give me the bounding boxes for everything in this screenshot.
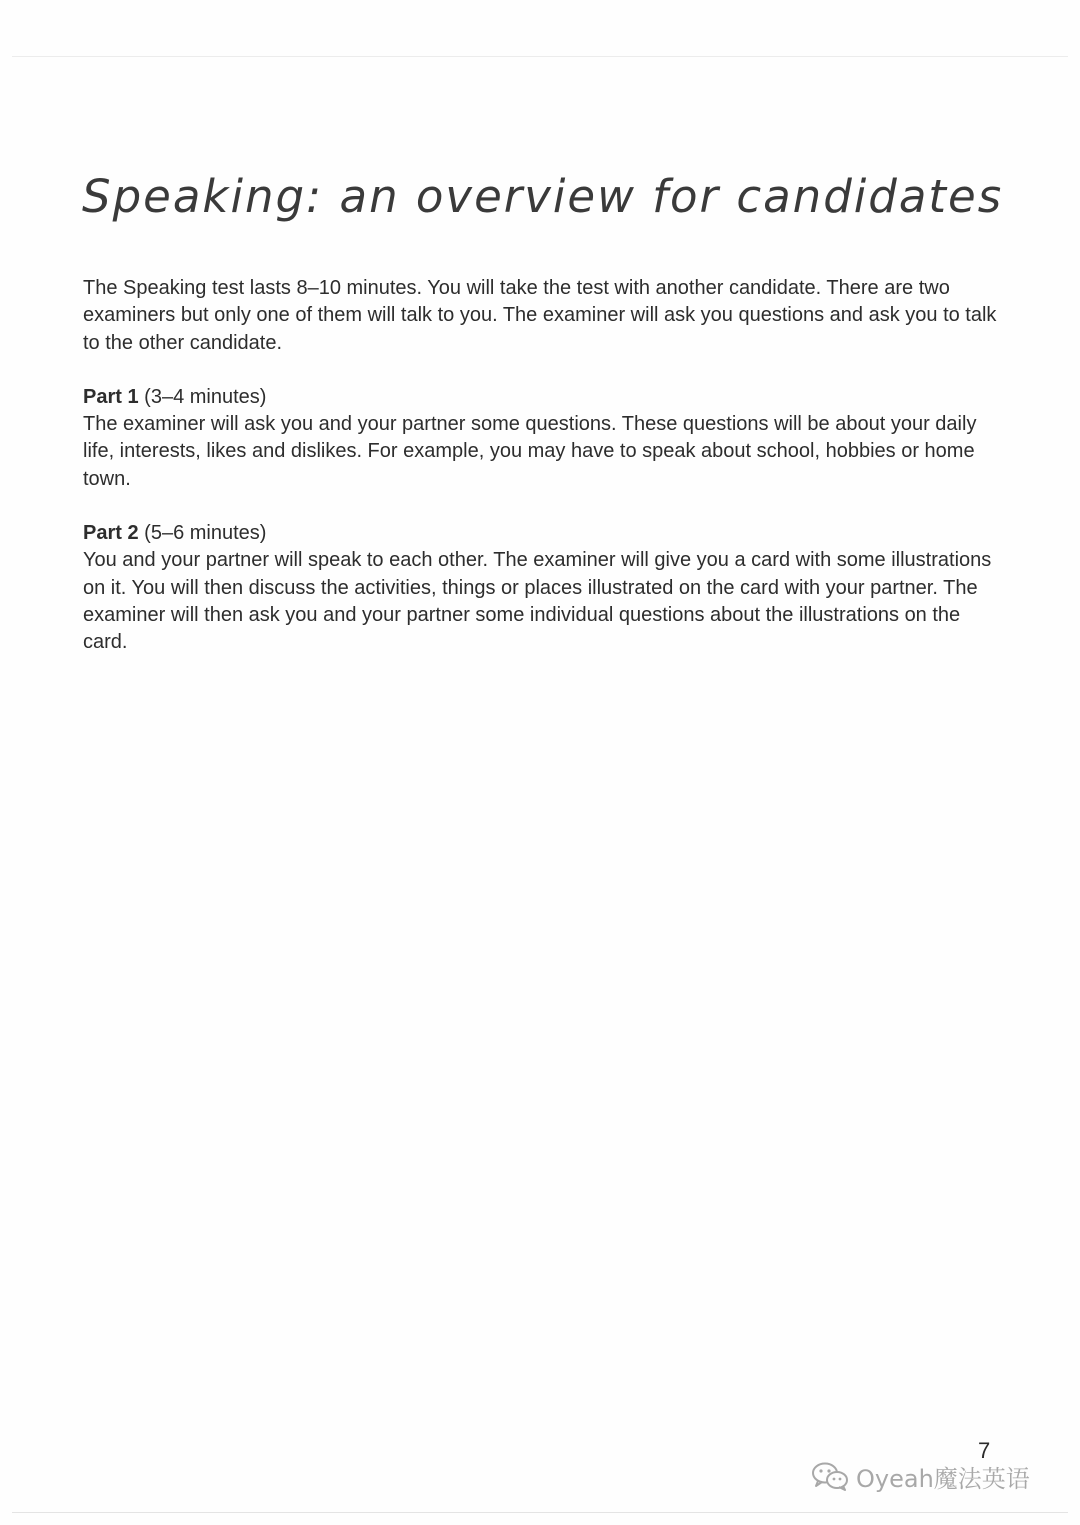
- part-duration: (5–6 minutes): [144, 522, 267, 545]
- section-part-1: [83, 384, 1008, 493]
- section-body: The examiner will ask you and your partner some questions. These questions will be about your daily life, interests, likes and dislikes. For example, you may have to speak about school, hobbies or home town.: [83, 413, 977, 490]
- section-heading: [83, 520, 1008, 547]
- bottom-divider: [12, 1512, 1068, 1513]
- section-body: You and your partner will speak to each other. The examiner will give you a card with some illustrations on it. You will then discuss the activities, things or places illustrated on the card with your partner. The examiner will then ask you and your partner some individual questions about the illustrations on the card.: [83, 549, 992, 654]
- wechat-icon: [810, 1461, 850, 1491]
- section-heading: [83, 384, 1008, 411]
- page-number: 7: [978, 1438, 991, 1463]
- intro-paragraph: The Speaking test lasts 8–10 minutes. You will take the test with another candidate. There are two examiners but only one of them will talk to you. The examiner will ask you questions and ask you to talk to the other candidate.: [83, 277, 997, 354]
- document-body: [83, 275, 1008, 657]
- page-title: Speaking: an overview for candidates: [82, 170, 1004, 223]
- part-duration: (3–4 minutes): [144, 385, 267, 408]
- part-label: Part 1: [83, 385, 139, 408]
- section-part-2: [83, 520, 1008, 656]
- part-label: Part 2: [83, 522, 139, 545]
- watermark: [810, 1460, 1030, 1492]
- watermark-text: Oyeah魔法英语: [856, 1464, 1030, 1493]
- top-divider: [12, 56, 1068, 57]
